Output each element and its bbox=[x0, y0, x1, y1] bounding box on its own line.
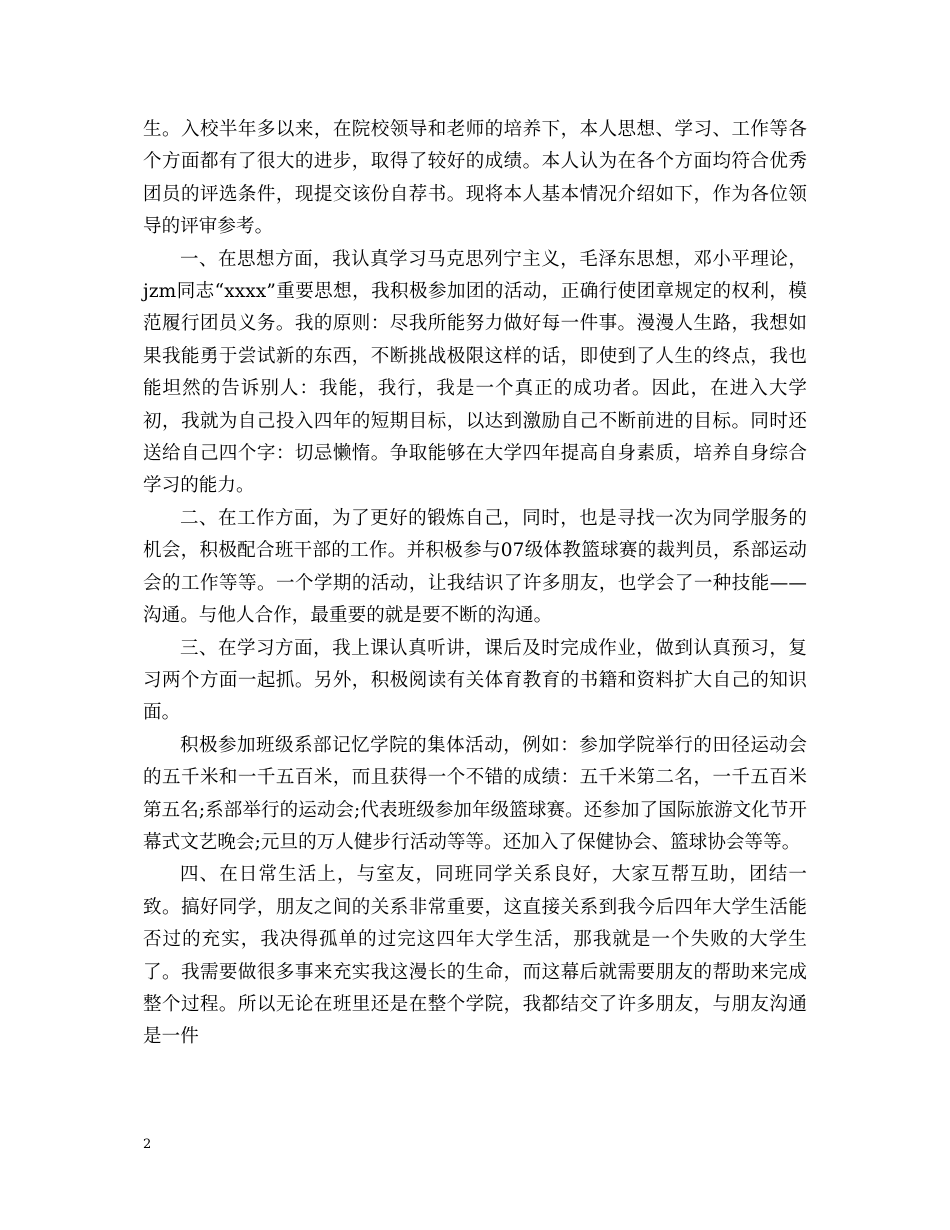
paragraph-activities: 积极参加班级系部记忆学院的集体活动，例如：参加学院举行的田径运动会的五千米和一千五百米，而且获得一个不错的成绩：五千米第二名，一千五百米第五名;系部举行的运动会;代表班级参加年级篮球赛。还参加了国际旅游文化节开幕式文艺晚会;元旦的万人健步行活动等等。还加入了保健协会、篮球协会等等。 bbox=[143, 734, 807, 853]
paragraph-work: 二、在工作方面，为了更好的锻炼自己，同时，也是寻找一次为同学服务的机会，积极配合班干部的工作。并积极参与07级体教篮球赛的裁判员，系部运动会的工作等等。一个学期的活动，让我结识了许多朋友，也学会了一种技能——沟通。与他人合作，最重要的就是要不断的沟通。 bbox=[143, 507, 807, 627]
paragraph-continuation: 生。入校半年多以来，在院校领导和老师的培养下，本人思想、学习、工作等各个方面都有了很大的进步，取得了较好的成绩。本人认为在各个方面均符合优秀团员的评选条件，现提交该份自荐书。现将本人基本情况介绍如下，作为各位领导的评审参考。 bbox=[143, 119, 807, 238]
body-text bbox=[143, 114, 807, 1054]
paragraph-thought: 一、在思想方面，我认真学习马克思列宁主义，毛泽东思想，邓小平理论，jzm同志“xxxx”重要思想，我积极参加团的活动，正确行使团章规定的权利，模范履行团员义务。我的原则：尽我所能努力做好每一件事。漫漫人生路，我想如果我能勇于尝试新的东西，不断挑战极限这样的话，即使到了人生的终点，我也能坦然的告诉别人：我能，我行，我是一个真正的成功者。因此，在进入大学初，我就为自己投入四年的短期目标，以达到激励自己不断前进的目标。同时还送给自己四个字：切忌懒惰。争取能够在大学四年提高自身素质，培养自身综合学习的能力。 bbox=[143, 248, 807, 497]
page-number: 2 bbox=[143, 1137, 152, 1152]
paragraph-daily-life: 四、在日常生活上，与室友，同班同学关系良好，大家互帮互助，团结一致。搞好同学，朋友之间的关系非常重要，这直接关系到我今后四年大学生活能否过的充实，我决得孤单的过完这四年大学生活，那我就是一个失败的大学生了。我需要做很多事来充实我这漫长的生命，而这幕后就需要朋友的帮助来完成整个过程。所以无论在班里还是在整个学院，我都结交了许多朋友，与朋友沟通是一件 bbox=[143, 864, 807, 1048]
paragraph-study: 三、在学习方面，我上课认真听讲，课后及时完成作业，做到认真预习，复习两个方面一起抓。另外，积极阅读有关体育教育的书籍和资料扩大自己的知识面。 bbox=[143, 637, 807, 724]
